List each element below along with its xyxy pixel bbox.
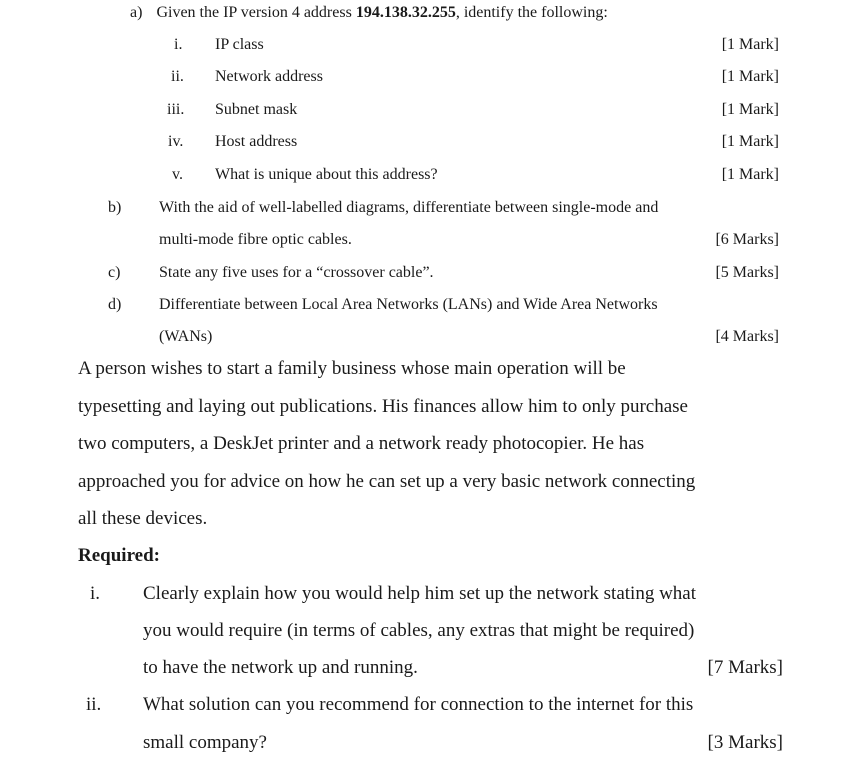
required-item-number: ii. <box>86 694 102 715</box>
list-item-number: ii. <box>171 68 184 85</box>
list-item-text: What is unique about this address? <box>215 166 438 183</box>
scenario-line: approached you for advice on how he can set up a very basic network connecting <box>78 471 696 492</box>
marks-label: [1 Mark] <box>721 133 779 150</box>
required-item-line: small company? <box>143 732 267 753</box>
marks-label: [1 Mark] <box>721 36 779 53</box>
marks-label: [7 Marks] <box>707 657 783 678</box>
required-item-line: Clearly explain how you would help him set up the network stating what <box>143 583 697 604</box>
scenario-line: typesetting and laying out publications. His finances allow him to only purchase <box>78 396 688 417</box>
marks-label: [4 Marks] <box>715 328 779 345</box>
marks-label: [1 Mark] <box>721 166 779 183</box>
list-item-text: Host address <box>215 133 298 150</box>
required-item-line: What solution can you recommend for connection to the internet for this <box>143 694 694 715</box>
list-item-text: IP class <box>215 36 264 53</box>
scenario-line: A person wishes to start a family business whose main operation will be <box>78 358 626 379</box>
list-item-number: i. <box>174 36 183 53</box>
question-b-label: b) <box>108 199 122 216</box>
question-b-line1: With the aid of well-labelled diagrams, differentiate between single-mode and <box>159 199 659 216</box>
ip-address: 194.138.32.255 <box>355 4 456 21</box>
required-heading: Required: <box>78 545 160 566</box>
question-b-line2: multi-mode fibre optic cables. <box>159 231 352 248</box>
list-item-text: Subnet mask <box>215 101 298 118</box>
question-a-text-after: , identify the following: <box>455 4 608 21</box>
question-c-text: State any five uses for a “crossover cable”. <box>159 264 434 281</box>
scenario-line: two computers, a DeskJet printer and a network ready photocopier. He has <box>78 433 645 454</box>
list-item-number: iii. <box>167 101 185 118</box>
list-item-number: iv. <box>168 133 184 150</box>
list-item-number: v. <box>172 166 183 183</box>
required-item-line: you would require (in terms of cables, any extras that might be required) <box>143 620 695 641</box>
question-c-label: c) <box>108 264 121 281</box>
required-item-line: to have the network up and running. <box>143 657 418 678</box>
marks-label: [6 Marks] <box>715 231 779 248</box>
list-item-text: Network address <box>215 68 323 85</box>
marks-label: [1 Mark] <box>721 101 779 118</box>
scenario-line: all these devices. <box>78 508 208 529</box>
question-a-text-before: Given the IP version 4 address <box>156 4 356 21</box>
question-d-label: d) <box>108 296 122 313</box>
marks-label: [3 Marks] <box>707 732 783 753</box>
marks-label: [1 Mark] <box>721 68 779 85</box>
question-a-label: a) <box>130 4 143 21</box>
question-d-line1: Differentiate between Local Area Networks (LANs) and Wide Area Networks <box>159 296 658 313</box>
question-d-line2: (WANs) <box>159 328 213 345</box>
marks-label: [5 Marks] <box>715 264 779 281</box>
required-item-number: i. <box>90 583 101 604</box>
question-a-intro <box>130 5 608 21</box>
